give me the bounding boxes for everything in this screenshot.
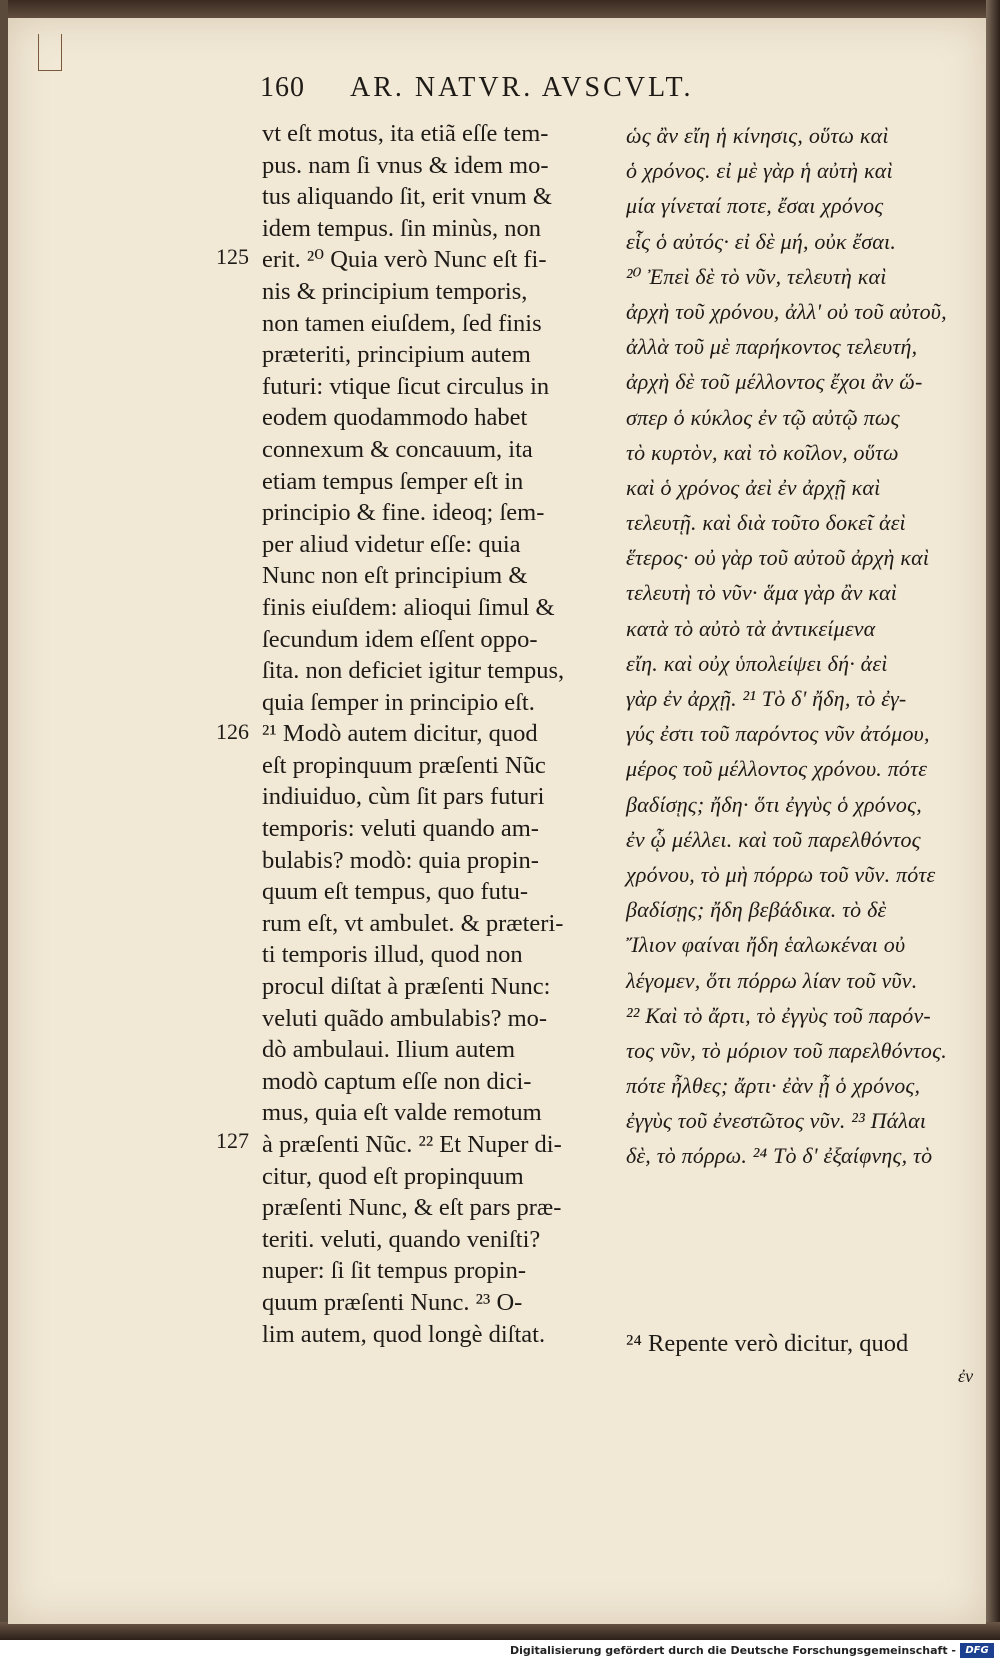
latin-text-line: principio & fine. ideoq; ſem- bbox=[262, 499, 545, 527]
latin-text-line: bulabis? modò: quia propin- bbox=[262, 846, 539, 874]
latin-text-line: quum eſt tempus, quo futu- bbox=[262, 878, 529, 906]
greek-text-line: σπερ ὁ κύκλος ἐν τῷ αὐτῷ πως bbox=[626, 404, 900, 430]
margin-number: 126 bbox=[216, 719, 249, 744]
greek-text-line: ἀρχὴ δὲ τοῦ μέλλοντος ἔχοι ἂν ὥ- bbox=[626, 369, 923, 395]
latin-text-line: procul diſtat à præſenti Nunc: bbox=[262, 973, 551, 1001]
latin-text-line: connexum & concauum, ita bbox=[262, 435, 533, 463]
digitization-credit: Digitalisierung gefördert durch die Deutsche Forschungsgemeinschaft - bbox=[509, 1644, 956, 1657]
latin-text-line: etiam tempus ſemper eſt in bbox=[262, 467, 524, 495]
greek-text-line: ἀρχὴ τοῦ χρόνου, ἀλλ' οὐ τοῦ αὐτοῦ, bbox=[626, 298, 947, 324]
latin-text-line: rum eſt, vt ambulet. & præteri- bbox=[262, 909, 564, 937]
greek-column bbox=[626, 118, 986, 1174]
latin-text-line: veluti quãdo ambulabis? mo- bbox=[262, 1004, 548, 1032]
margin-number: 127 bbox=[216, 1128, 249, 1153]
greek-text-line: λέγομεν, ὅτι πόρρω λίαν τοῦ νῦν. bbox=[626, 967, 918, 993]
greek-text-line: δὲ, τὸ πόρρω. ²⁴ Τὸ δ' ἐξαίφνης, τὸ bbox=[626, 1143, 933, 1169]
latin-text-line: nis & principium temporis, bbox=[262, 277, 528, 305]
latin-text-line: idem tempus. ſin minùs, non bbox=[262, 214, 542, 242]
latin-text-line: ²¹ Modò autem dicitur, quod bbox=[262, 720, 538, 748]
greek-text-line: τος νῦν, τὸ μόριον τοῦ παρελθόντος. bbox=[626, 1037, 947, 1063]
latin-text-line: quia ſemper in principio eſt. bbox=[262, 688, 535, 716]
greek-text-line: χρόνου, τὸ μὴ πόρρω τοῦ νῦν. πότε bbox=[626, 861, 936, 887]
greek-text-line: καὶ ὁ χρόνος ἀεὶ ἐν ἀρχῇ καὶ bbox=[626, 474, 881, 500]
greek-text-line: βαδίσῃς; ἤδη βεβάδικα. τὸ δὲ bbox=[626, 897, 887, 923]
latin-continuation-line: ²⁴ Repente verò dicitur, quod bbox=[626, 1330, 909, 1357]
greek-text-line: ὁ χρόνος. εἰ μὲ γὰρ ἡ αὐτὴ καὶ bbox=[626, 158, 893, 184]
greek-text-line: μία γίνεταί ποτε, ἔσαι χρόνος bbox=[626, 193, 884, 219]
greek-text-line: τὸ κυρτὸν, καὶ τὸ κοῖλον, οὕτω bbox=[626, 439, 899, 465]
latin-text-line: citur, quod eſt propinquum bbox=[262, 1162, 524, 1190]
greek-text-line: ἐν ᾧ μέλλει. καὶ τοῦ παρελθόντος bbox=[626, 826, 921, 852]
latin-text-line: ſecundum idem eſſent oppo- bbox=[262, 625, 538, 653]
greek-text-line: κατὰ τὸ αὐτὸ τὰ ἀντικείμενα bbox=[626, 615, 876, 641]
greek-text-line: ²⁰ Ἐπεὶ δὲ τὸ νῦν, τελευτὴ καὶ bbox=[626, 263, 887, 289]
greek-text-line: ἀλλὰ τοῦ μὲ παρήκοντος τελευτή, bbox=[626, 334, 918, 360]
latin-text-line: erit. ²⁰ Quia verò Nunc eſt fi- bbox=[262, 246, 547, 274]
latin-text-line: non tamen eiuſdem, ſed finis bbox=[262, 309, 542, 337]
greek-text-line: εἷς ὁ αὐτός· εἰ δὲ μή, οὐκ ἔσαι. bbox=[626, 228, 897, 254]
latin-text-line: lim autem, quod longè diſtat. bbox=[262, 1320, 546, 1348]
greek-text-line: τελευτὴ τὸ νῦν· ἅμα γὰρ ἂν καὶ bbox=[626, 580, 898, 606]
latin-text-line: futuri: vtique ſicut circulus in bbox=[262, 372, 550, 400]
book-edge-bottom bbox=[0, 1622, 1000, 1640]
latin-text-line: dò ambulaui. Ilium autem bbox=[262, 1036, 516, 1064]
latin-text-line: finis eiuſdem: alioqui ſimul & bbox=[262, 593, 555, 621]
latin-text-line: mus, quia eſt valde remotum bbox=[262, 1099, 542, 1127]
book-edge-right bbox=[986, 0, 1000, 1640]
latin-text-line: eſt propinquum præſenti Nũc bbox=[262, 751, 546, 779]
latin-text-line: modò captum eſſe non dici- bbox=[262, 1067, 532, 1095]
running-title: AR. NATVR. AVSCVLT. bbox=[350, 72, 694, 103]
greek-text-line: εἴη. καὶ οὐχ ὑπολείψει δή· ἀεὶ bbox=[626, 650, 888, 676]
latin-text-line: pus. nam ſi vnus & idem mo- bbox=[262, 151, 549, 179]
greek-text-line: πότε ἦλθες; ἄρτι· ἐὰν ᾖ ὁ χρόνος, bbox=[626, 1073, 921, 1099]
latin-text-line: ſita. non deficiet igitur tempus, bbox=[262, 657, 565, 685]
greek-text-line: ὡς ἂν εἴη ἡ κίνησις, οὕτω καὶ bbox=[626, 123, 889, 148]
latin-text-line: ti temporis illud, quod non bbox=[262, 941, 523, 969]
latin-text-line: à præſenti Nũc. ²² Et Nuper di- bbox=[262, 1131, 562, 1158]
latin-text-line: vt eſt motus, ita etiã eſſe tem- bbox=[262, 120, 549, 147]
greek-text-line: ²² Καὶ τὸ ἄρτι, τὸ ἐγγὺς τοῦ παρόν- bbox=[626, 1002, 931, 1028]
greek-text-line: ἕτερος· οὐ γὰρ τοῦ αὐτοῦ ἀρχὴ καὶ bbox=[626, 545, 930, 571]
latin-column bbox=[262, 118, 608, 1350]
latin-text-line: quum præſenti Nunc. ²³ O- bbox=[262, 1288, 523, 1316]
latin-text-line: præſenti Nunc, & eſt pars præ- bbox=[262, 1194, 562, 1222]
footer-bar bbox=[0, 1640, 1000, 1663]
latin-text-line: temporis: veluti quando am- bbox=[262, 815, 539, 843]
book-edge-left bbox=[0, 0, 8, 1640]
latin-text-line: nuper: ſi ſit tempus propin- bbox=[262, 1257, 527, 1285]
latin-text-line: Nunc non eſt principium & bbox=[262, 562, 528, 590]
greek-text-line: βαδίσῃς; ἤδη· ὅτι ἐγγὺς ὁ χρόνος, bbox=[626, 791, 922, 817]
running-head bbox=[260, 72, 980, 112]
greek-text-line: μέρος τοῦ μέλλοντος χρόνου. πότε bbox=[626, 756, 928, 782]
greek-text-line: Ἴλιον φαίναι ἤδη ἑαλωκέναι οὐ bbox=[626, 932, 906, 958]
catchword: ἐν bbox=[958, 1366, 974, 1386]
dfg-logo: DFG bbox=[960, 1643, 994, 1658]
greek-text-line: τελευτῇ. καὶ διὰ τοῦτο δοκεῖ ἀεὶ bbox=[626, 510, 906, 536]
bookmark-tab bbox=[38, 34, 62, 71]
latin-text-line: per aliud videtur eſſe: quia bbox=[262, 530, 521, 558]
latin-text-line: indiuiduo, cùm ſit pars futuri bbox=[262, 783, 545, 811]
page-number: 160 bbox=[260, 72, 305, 103]
latin-text-line: præteriti, principium autem bbox=[262, 341, 531, 369]
greek-text-line: γύς ἐστι τοῦ παρόντος νῦν ἀτόμου, bbox=[626, 721, 930, 747]
latin-text-line: eodem quodammodo habet bbox=[262, 404, 528, 432]
margin-number: 125 bbox=[216, 244, 249, 269]
latin-text-line: tus aliquando ſit, erit vnum & bbox=[262, 183, 552, 211]
greek-text-line: ἐγγὺς τοῦ ἐνεστῶτος νῦν. ²³ Πάλαι bbox=[626, 1108, 927, 1134]
greek-text-line: γὰρ ἐν ἀρχῇ. ²¹ Τὸ δ' ἤδη, τὸ ἐγ- bbox=[626, 686, 907, 711]
latin-text-line: teriti. veluti, quando veniſti? bbox=[262, 1225, 541, 1253]
